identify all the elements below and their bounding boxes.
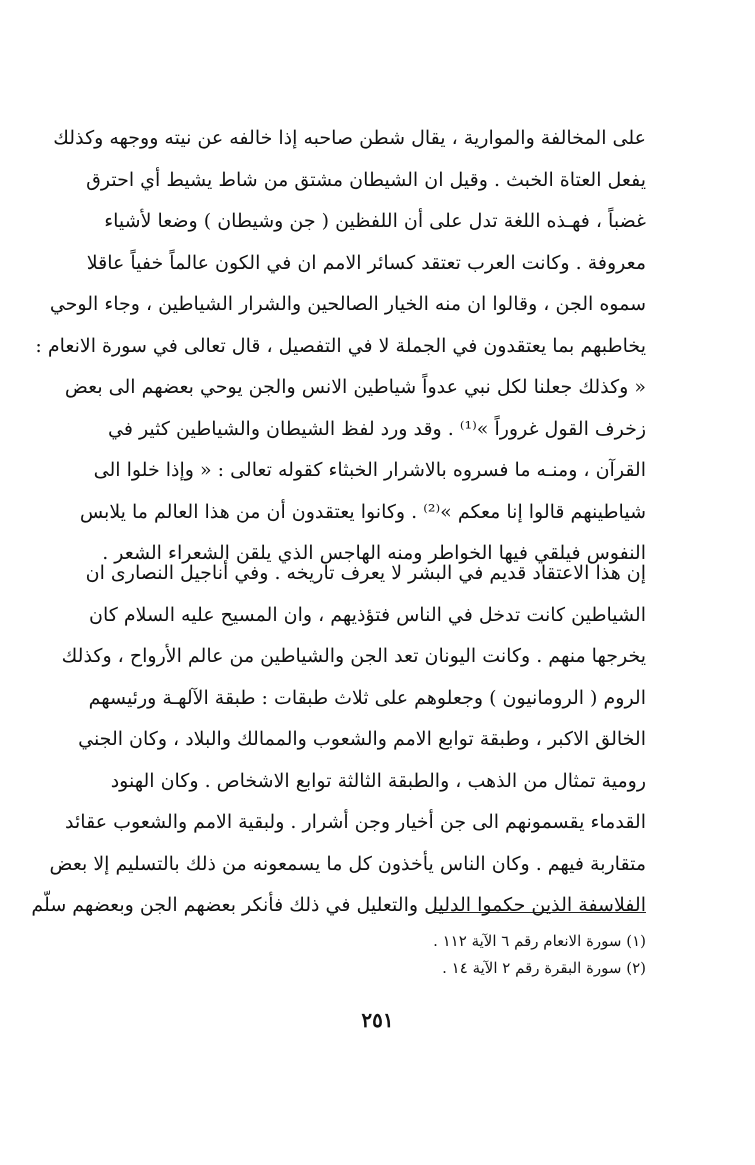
text-line: القرآن ، ومنـه ما فسروه بالاشرار الخبثاء كقوله تعالى : « وإذا خلوا الى [93, 459, 646, 481]
text-line: رومية تمثال من الذهب ، والطبقة الثالثة توابع الاشخاص . وكان الهنود [110, 769, 646, 792]
text-line: شياطينهم قالوا إنا معكم »⁽²⁾ . وكانوا يعتقدون أن من هذا العالم ما يلابس [79, 500, 646, 523]
text-line: يفعل العتاة الخبث . وقيل ان الشيطان مشتق من شاط يشيط أي احترق [86, 168, 646, 191]
paragraph-1 [35, 118, 646, 575]
text-line: متقاربة فيهم . وكان الناس يأخذون كل ما يسمعونه من ذلك بالتسليم إلا بعض [49, 852, 646, 875]
text-line: النفوس فيلقي فيها الخواطر ومنه الهاجس الذي يلقن الشعراء الشعر . [102, 542, 646, 564]
text-line: غضباً ، فهـذه اللغة تدل على أن اللفظين ( جن وشيطان ) وضعا لأشياء [104, 210, 646, 232]
text-line: إن هذا الاعتقاد قديم في البشر لا يعرف تاريخه . وفي أناجيل النصارى ان [85, 562, 646, 584]
text-line: الفلاسفة الذين حكموا الدليل والتعليل في ذلك فأنكر بعضهم الجن وبعضهم سلّم [31, 894, 646, 916]
footnote-2: (٢) سورة البقرة رقم ٢ الآية ١٤ . [442, 959, 646, 977]
text-line: « وكذلك جعلنا لكل نبي عدواً شياطين الانس والجن يوحي بعضهم الى بعض [64, 376, 646, 398]
footnote-divider [428, 912, 646, 913]
footnotes [300, 928, 646, 982]
text-line: معروفة . وكانت العرب تعتقد كسائر الامم ان في الكون عالماً خفياً عاقلا [86, 251, 646, 274]
text-line: الروم ( الرومانيون ) وجعلوهم على ثلاث طبقات : طبقة الآلهـة ورئيسهم [88, 686, 646, 709]
text-line: يخرجها منهم . وكانت اليونان تعد الجن والشياطين من عالم الأرواح ، وكذلك [61, 645, 646, 667]
text-line: الخالق الاكبر ، وطبقة توابع الامم والشعوب والممالك والبلاد ، وكان الجني [78, 728, 646, 750]
text-line: يخاطبهم بما يعتقدون في الجملة لا في التفصيل ، قال تعالى في سورة الانعام : [35, 334, 646, 357]
text-line: القدماء يقسمونهم الى جن أخيار وجن أشرار . ولبقية الامم والشعوب عقائد [65, 811, 646, 833]
text-line: على المخالفة والموارية ، يقال شطن صاحبه إذا خالفه عن نيته ووجهه وكذلك [53, 127, 646, 149]
footnote-1: (١) سورة الانعام رقم ٦ الآية ١١٢ . [433, 932, 646, 950]
text-line: سموه الجن ، وقالوا ان منه الخيار الصالحين والشرار الشياطين ، وجاء الوحي [49, 293, 646, 315]
page-number: ٢٥١ [361, 1008, 394, 1032]
text-line: الشياطين كانت تدخل في الناس فتؤذيهم ، وان المسيح عليه السلام كان [89, 603, 646, 626]
text-line: زخرف القول غروراً »⁽¹⁾ . وقد ورد لفظ الشيطان والشياطين كثير في [107, 417, 646, 440]
